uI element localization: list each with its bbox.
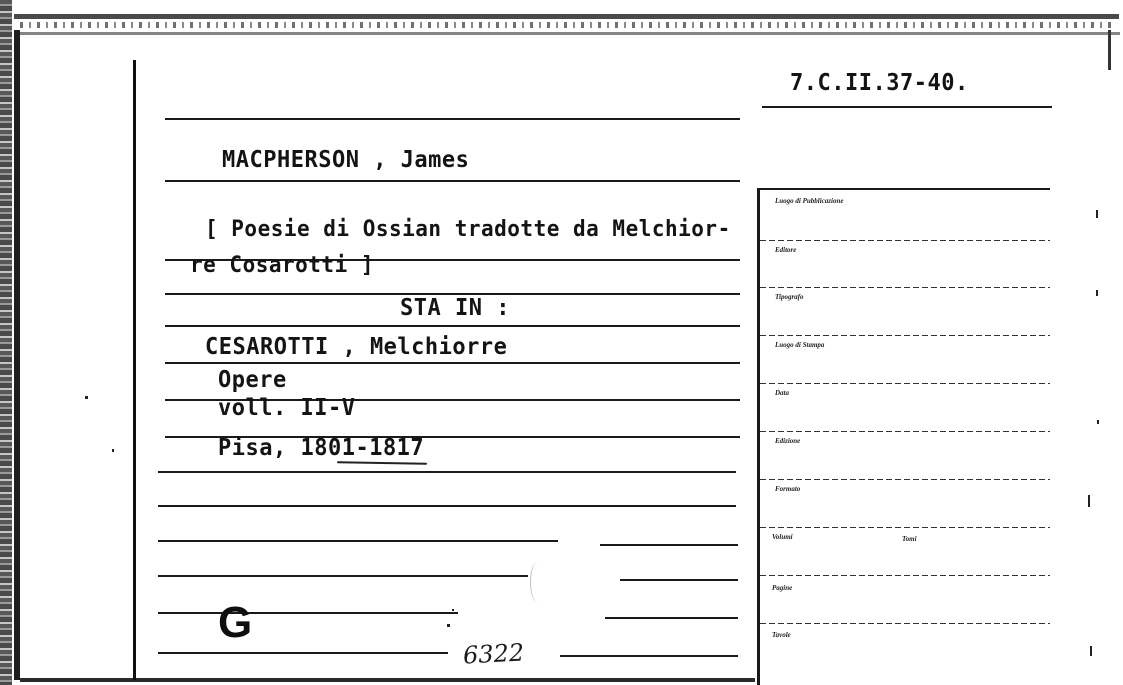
title-line-1: [ Poesie di Ossian tradotte da Melchior- (205, 216, 731, 242)
left-border-inner (14, 30, 20, 680)
host-title: Opere (218, 367, 287, 394)
imprint-handwritten-underline (337, 461, 427, 465)
rule-line (158, 540, 558, 542)
form-field-line (760, 575, 1050, 576)
rule-line (158, 612, 458, 614)
sta-in-label: STA IN : (400, 295, 510, 322)
form-field-label: Tavole (772, 631, 791, 639)
margin-line (133, 60, 136, 680)
top-border-speckle (20, 22, 1115, 28)
form-field-line (760, 527, 1050, 528)
rule-line (560, 655, 738, 657)
speck (447, 624, 450, 627)
speck (452, 609, 454, 611)
speck (112, 449, 114, 452)
title-line-2: re Cosarotti ] (190, 252, 375, 278)
speck (1088, 495, 1090, 507)
speck (1097, 420, 1099, 424)
form-field-line (760, 431, 1050, 432)
form-field-label: Pagine (772, 584, 793, 592)
rule-line (605, 617, 738, 619)
host-author: CESAROTTI , Melchiorre (205, 334, 508, 361)
top-border (14, 14, 1119, 19)
rule-line (158, 471, 736, 473)
form-field-label: Edizione (775, 437, 801, 445)
rule-line (600, 544, 738, 546)
form-field-line (760, 287, 1050, 288)
form-field-label: Formato (775, 485, 801, 493)
form-panel-border (757, 188, 760, 685)
rule-line (158, 575, 528, 577)
host-volumes: voll. II-V (218, 395, 356, 422)
rule-line (165, 362, 740, 364)
shelfmark-underline (762, 106, 1052, 108)
form-field-label: Editore (775, 246, 797, 254)
form-field-line (760, 335, 1050, 336)
form-panel-top (760, 188, 1050, 190)
faint-arc-mark (530, 562, 545, 602)
rule-line (620, 579, 738, 581)
rule-line (158, 505, 736, 507)
host-imprint: Pisa, 1801-1817 (218, 435, 425, 462)
rule-line (165, 118, 740, 120)
form-field-label: Data (775, 389, 789, 397)
speck (1090, 646, 1092, 656)
rule-line (165, 180, 740, 182)
bottom-border (20, 678, 755, 682)
author-heading: MACPHERSON , James (222, 147, 470, 174)
right-border (1108, 30, 1111, 70)
form-field-line (760, 623, 1050, 624)
left-border (0, 0, 12, 685)
speck (85, 396, 88, 399)
top-border-line (20, 32, 1120, 35)
rule-line (158, 652, 448, 654)
form-field-label: Tipografo (775, 293, 804, 301)
speck (1096, 290, 1098, 296)
form-field-line (760, 240, 1050, 241)
handwritten-number: 6322 (462, 638, 525, 670)
form-field-line (760, 479, 1050, 480)
form-field-label: Luogo di Pubblicazione (775, 197, 844, 205)
rule-line (165, 325, 740, 327)
speck (1096, 210, 1098, 218)
form-field-label: Luogo di Stampa (775, 341, 825, 349)
form-field-line (760, 383, 1050, 384)
stamp-letter: G (218, 598, 253, 647)
form-field-label: Tomi (902, 535, 917, 543)
form-field-label: Volumi (772, 533, 793, 541)
shelfmark: 7.C.II.37-40. (790, 70, 969, 97)
